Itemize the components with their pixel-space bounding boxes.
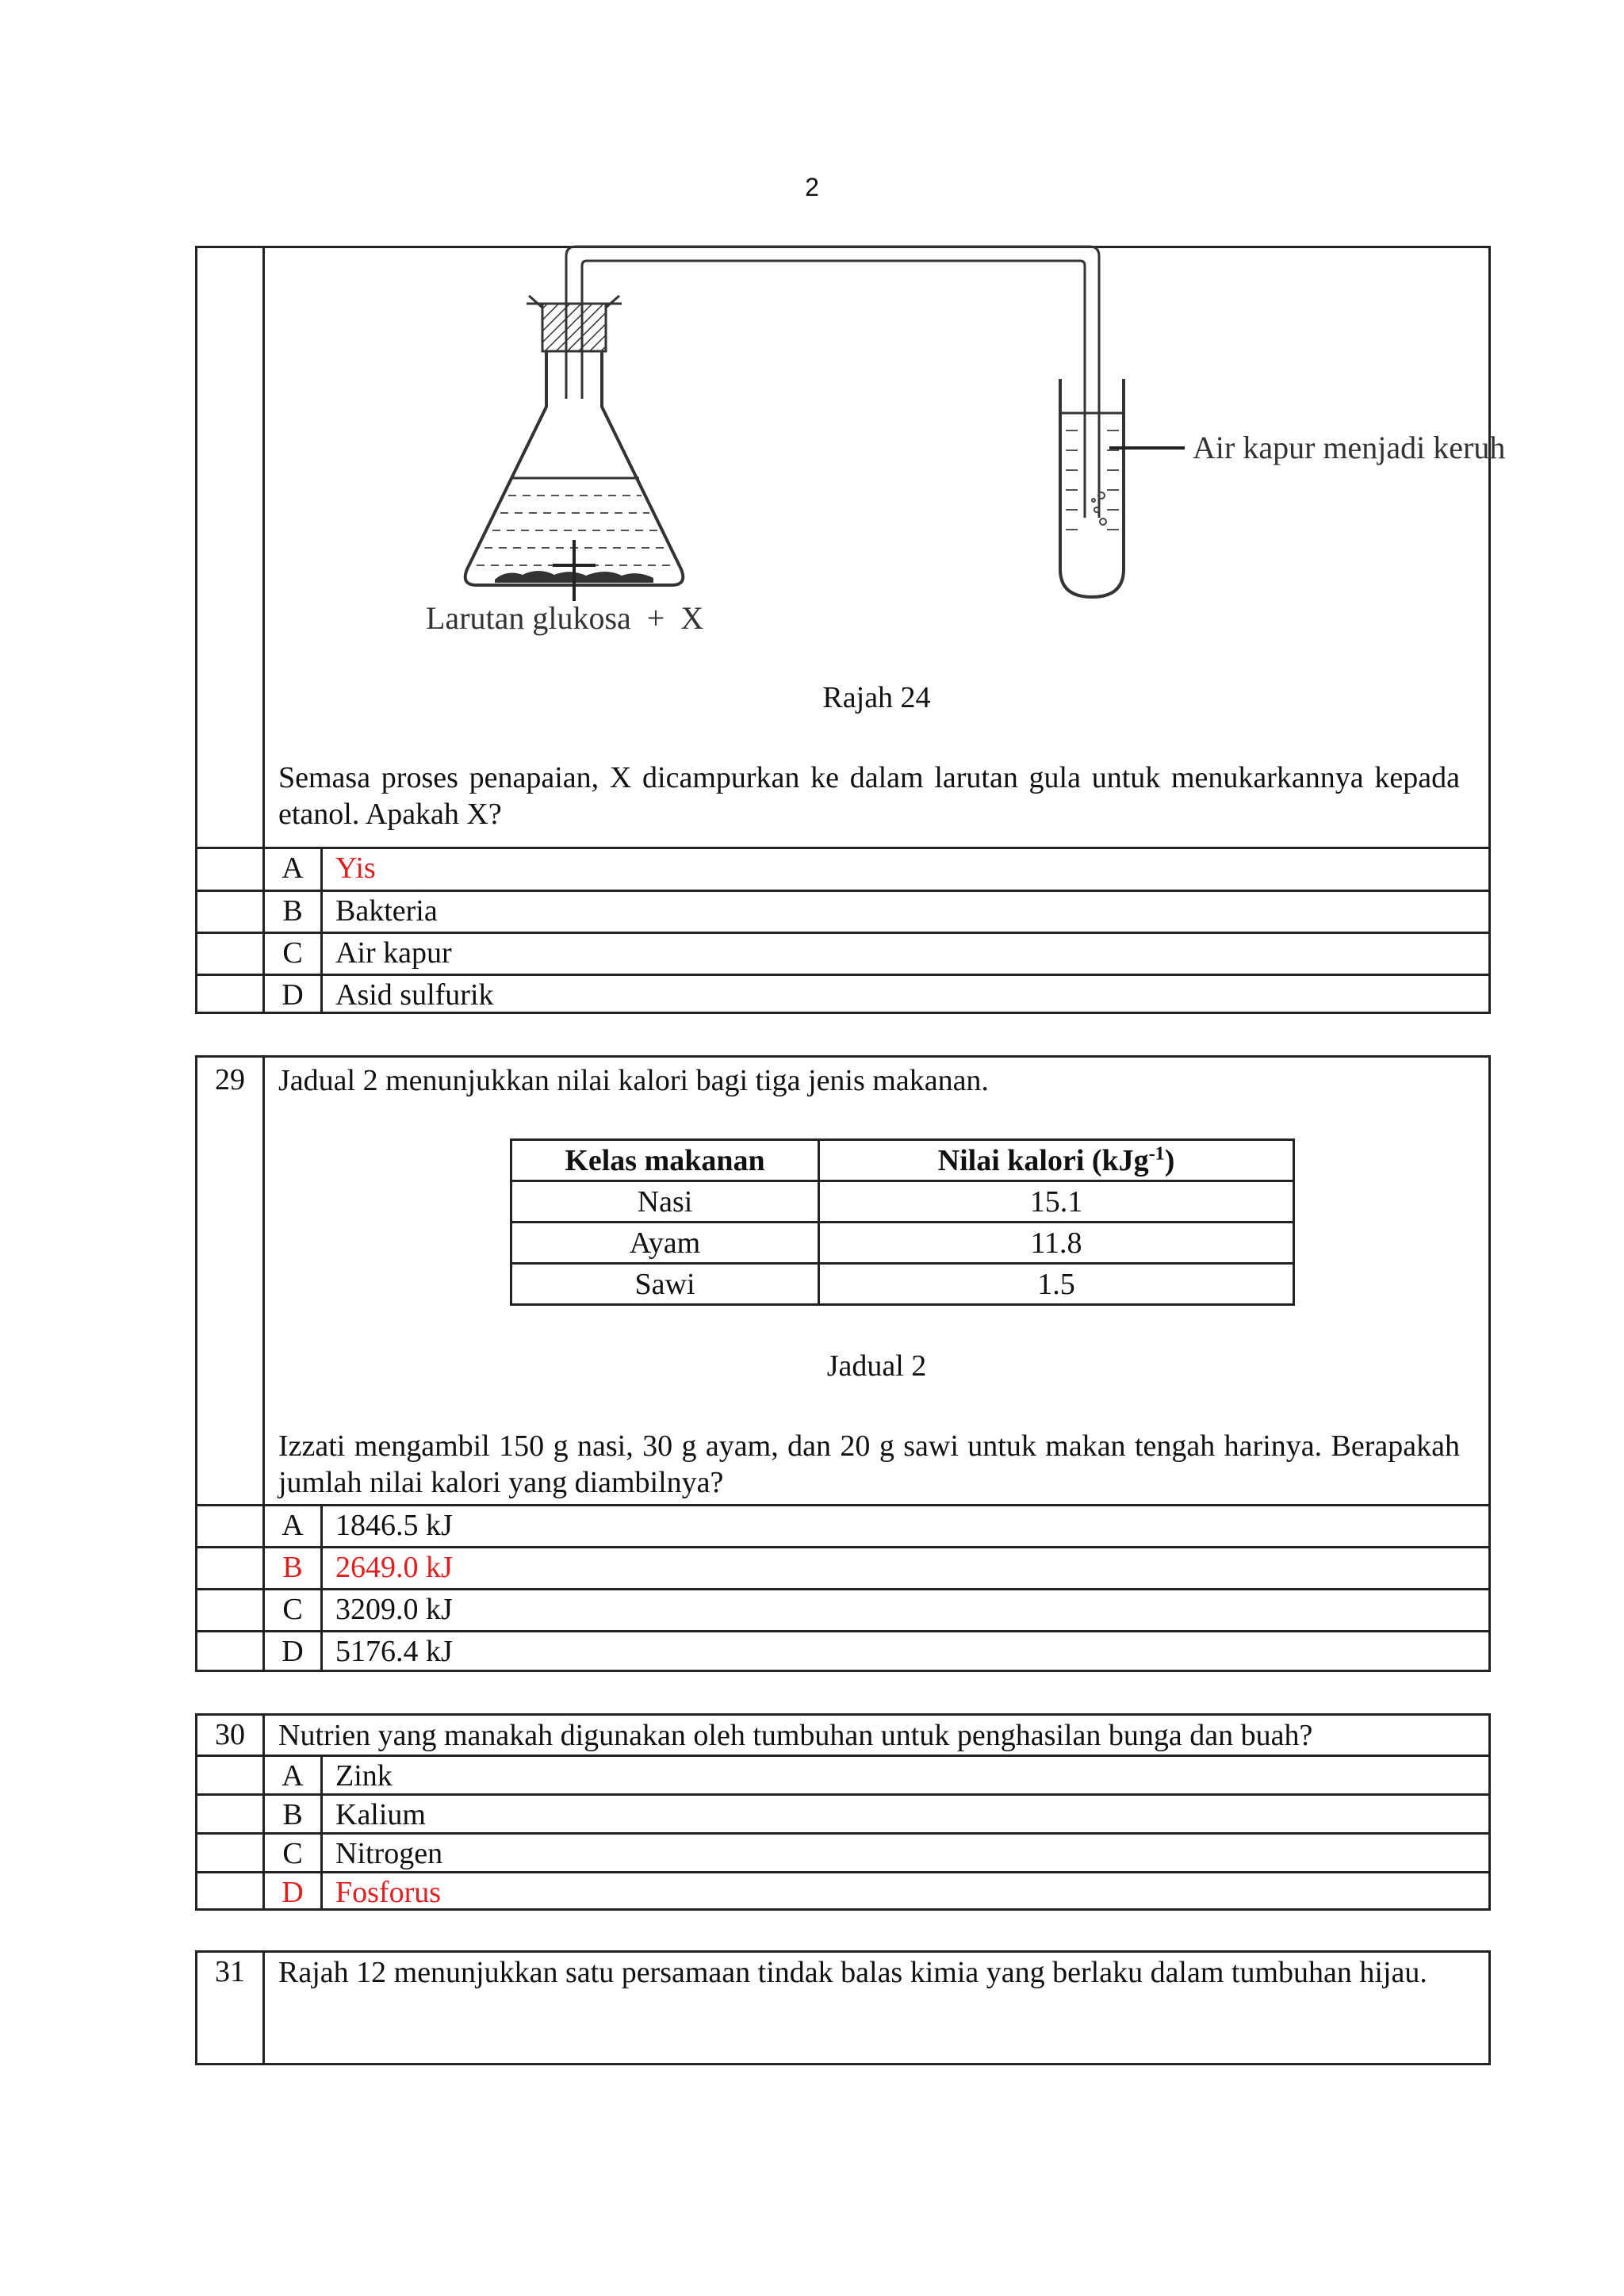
table-header: Kelas makanan — [511, 1140, 819, 1181]
option-letter: D — [265, 1632, 323, 1672]
option-text: 2649.0 kJ — [335, 1551, 453, 1584]
delivery-tube — [566, 247, 1099, 518]
table-cell: 11.8 — [819, 1223, 1294, 1264]
option-a[interactable] — [197, 847, 1488, 890]
test-tube — [1060, 379, 1124, 597]
question-number: 29 — [215, 1063, 245, 1096]
table-row — [511, 1264, 1294, 1305]
table-caption: Jadual 2 — [826, 1349, 927, 1383]
option-letter: B — [265, 1796, 323, 1832]
option-text: Bakteria — [335, 894, 438, 928]
question-29-box — [195, 1055, 1491, 1672]
rubber-stopper — [542, 304, 606, 351]
option-text: 1846.5 kJ — [335, 1509, 453, 1542]
option-text: Air kapur — [335, 936, 452, 970]
table-row — [511, 1181, 1294, 1223]
option-b[interactable] — [197, 1793, 1488, 1832]
option-a[interactable] — [197, 1755, 1488, 1793]
question-29-text: Izzati mengambil 150 g nasi, 30 g ayam, dan 20 g sawi untuk makan tengah harinya. Berapakah jumlah nilai kalori yang diambilnya? — [278, 1429, 1460, 1499]
option-letter: B — [265, 892, 323, 932]
option-letter: C — [265, 934, 323, 974]
option-b[interactable] — [197, 890, 1488, 932]
option-c[interactable] — [197, 1832, 1488, 1871]
option-letter: B — [265, 1548, 323, 1588]
option-text: Zink — [335, 1759, 393, 1793]
option-text: Kalium — [335, 1798, 426, 1831]
question-30-box — [195, 1713, 1491, 1911]
option-text: Fosforus — [335, 1876, 442, 1909]
table-cell: Ayam — [511, 1223, 819, 1264]
table-row — [511, 1223, 1294, 1264]
table-cell: Nasi — [511, 1181, 819, 1223]
option-letter: D — [265, 1873, 323, 1911]
option-d[interactable] — [197, 974, 1488, 1014]
option-text: Asid sulfurik — [335, 978, 494, 1012]
option-letter: A — [265, 1506, 323, 1546]
question-number: 30 — [215, 1718, 245, 1751]
question-29-intro: Jadual 2 menunjukkan nilai kalori bagi tiga jenis makanan. — [278, 1064, 989, 1097]
option-text: Yis — [335, 851, 376, 885]
question-30-text: Nutrien yang manakah digunakan oleh tumbuhan untuk penghasilan bunga dan buah? — [278, 1719, 1313, 1752]
option-letter: C — [265, 1590, 323, 1630]
header-superscript: -1 — [1148, 1142, 1165, 1164]
question-31-box — [195, 1950, 1491, 2065]
table-header — [819, 1140, 1294, 1181]
header-text: Nilai kalori (kJg — [937, 1143, 1149, 1177]
calorie-table — [510, 1138, 1295, 1306]
option-d[interactable] — [197, 1871, 1488, 1911]
option-b[interactable] — [197, 1546, 1488, 1588]
lime-water-label: Air kapur menjadi keruh — [1193, 430, 1506, 465]
option-text: 5176.4 kJ — [335, 1635, 453, 1668]
question-28-text: Semasa proses penapaian, X dicampurkan ke dalam larutan gula untuk menukarkannya kepada etanol. Apakah X? — [278, 761, 1460, 831]
table-cell: Sawi — [511, 1264, 819, 1305]
column-divider — [262, 1953, 265, 2063]
fermentation-apparatus-diagram — [412, 248, 1506, 660]
option-c[interactable] — [197, 1588, 1488, 1630]
option-letter: A — [265, 1757, 323, 1793]
option-text: 3209.0 kJ — [335, 1593, 453, 1626]
question-31-text: Rajah 12 menunjukkan satu persamaan tindak balas kimia yang berlaku dalam tumbuhan hijau. — [278, 1956, 1427, 1989]
option-letter: D — [265, 976, 323, 1014]
option-a[interactable] — [197, 1504, 1488, 1546]
question-number: 31 — [215, 1955, 245, 1988]
option-c[interactable] — [197, 932, 1488, 974]
option-letter: A — [265, 849, 323, 890]
option-letter: C — [265, 1835, 323, 1871]
glucose-solution-label: Larutan glukosa + X — [426, 600, 704, 636]
option-text: Nitrogen — [335, 1837, 443, 1870]
figure-caption: Rajah 24 — [822, 681, 931, 714]
table-cell: 15.1 — [819, 1181, 1294, 1223]
option-d[interactable] — [197, 1630, 1488, 1672]
question-28-box — [195, 246, 1506, 1014]
header-close: ) — [1164, 1143, 1175, 1177]
table-cell: 1.5 — [819, 1264, 1294, 1305]
page-number: 2 — [805, 173, 819, 201]
